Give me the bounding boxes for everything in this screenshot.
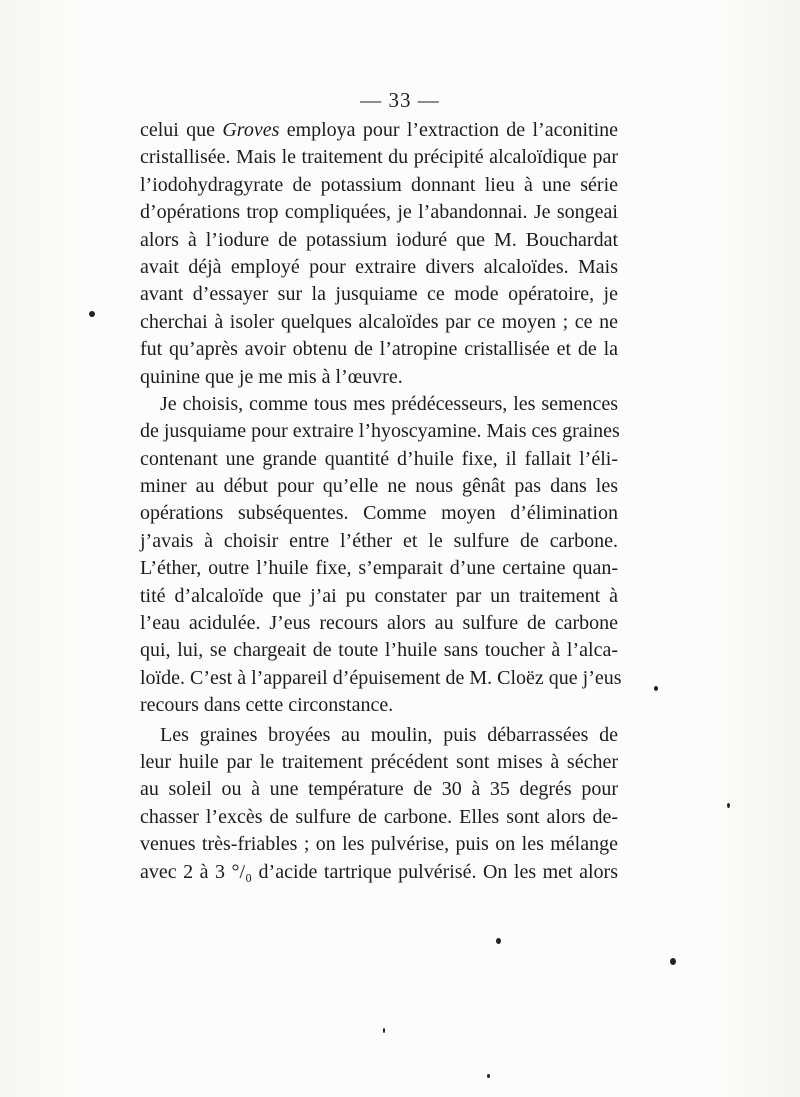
text-line: cherchai à isoler quelques alcaloïdes par ce moyen ; ce ne bbox=[140, 310, 618, 333]
text-line: l’iodohydragyrate de potassium donnant lieu à une série bbox=[140, 173, 618, 196]
text-line: j’avais à choisir entre l’éther et le sulfure de carbone. bbox=[140, 529, 618, 552]
text-line: au soleil ou à une température de 30 à 35 degrés pour bbox=[140, 778, 618, 801]
text-line: de jusquiame pour extraire l’hyoscyamine. Mais ces graines bbox=[140, 420, 620, 443]
text-line: miner au début pour qu’elle ne nous gênât pas dans les bbox=[140, 475, 618, 498]
text-line: alors à l’iodure de potassium ioduré que M. Bouchardat bbox=[140, 228, 618, 251]
text-line: L’éther, outre l’huile fixe, s’emparait d’une certaine quan- bbox=[140, 557, 618, 580]
paragraph-3 bbox=[140, 722, 618, 886]
text-line: avant d’essayer sur la jusquiame ce mode opératoire, je bbox=[140, 283, 618, 306]
text-line: l’eau acidulée. J’eus recours alors au sulfure de carbone bbox=[140, 612, 618, 635]
text-line: Les graines broyées au moulin, puis débarrassées de bbox=[160, 723, 618, 746]
paragraph-1 bbox=[140, 117, 618, 391]
text-line: celui que Groves employa pour l’extraction de l’aconitine bbox=[140, 119, 618, 141]
scan-speck bbox=[487, 1074, 490, 1078]
text-line: tité d’alcaloïde que j’ai pu constater par un traitement à bbox=[140, 584, 618, 607]
text-line: cristallisée. Mais le traitement du précipité alcaloïdique par bbox=[140, 146, 618, 169]
text-line: Je choisis, comme tous mes prédécesseurs, les semences bbox=[160, 392, 618, 415]
text-line: leur huile par le traitement précédent sont mises à sécher bbox=[140, 750, 618, 773]
author-name: Groves bbox=[222, 119, 280, 141]
scan-speck bbox=[89, 311, 95, 317]
scan-speck bbox=[383, 1028, 385, 1033]
text-line: loïde. C’est à l’appareil d’épuisement de M. Cloëz que j’eus bbox=[140, 666, 622, 689]
text-line: recours dans cette circonstance. bbox=[140, 694, 394, 717]
text-line: qui, lui, se chargeait de toute l’huile sans toucher à l’alca- bbox=[140, 639, 618, 662]
scan-speck bbox=[727, 803, 730, 808]
paragraph-2 bbox=[140, 391, 622, 720]
text-line: quinine que je me mis à l’œuvre. bbox=[140, 365, 403, 388]
text-line: opérations subséquentes. Comme moyen d’élimination bbox=[140, 502, 618, 525]
body-text bbox=[140, 117, 622, 886]
scan-speck bbox=[670, 958, 676, 965]
text-line: d’opérations trop compliquées, je l’abandonnai. Je songeai bbox=[140, 201, 618, 224]
text-line: avait déjà employé pour extraire divers alcaloïdes. Mais bbox=[140, 255, 618, 278]
text-line: contenant une grande quantité d’huile fixe, il fallait l’éli- bbox=[140, 447, 618, 470]
scan-speck bbox=[496, 938, 501, 944]
text-line: fut qu’après avoir obtenu de l’atropine cristallisée et de la bbox=[140, 338, 618, 361]
text-line: chasser l’excès de sulfure de carbone. Elles sont alors de- bbox=[140, 805, 618, 828]
scan-speck bbox=[654, 686, 658, 691]
text-line: venues très-friables ; on les pulvérise, puis on les mélange bbox=[140, 833, 618, 856]
page-number: — 33 — bbox=[360, 88, 440, 112]
text-line: avec 2 à 3 °/₀ d’acide tartrique pulvérisé. On les met alors bbox=[140, 860, 618, 883]
